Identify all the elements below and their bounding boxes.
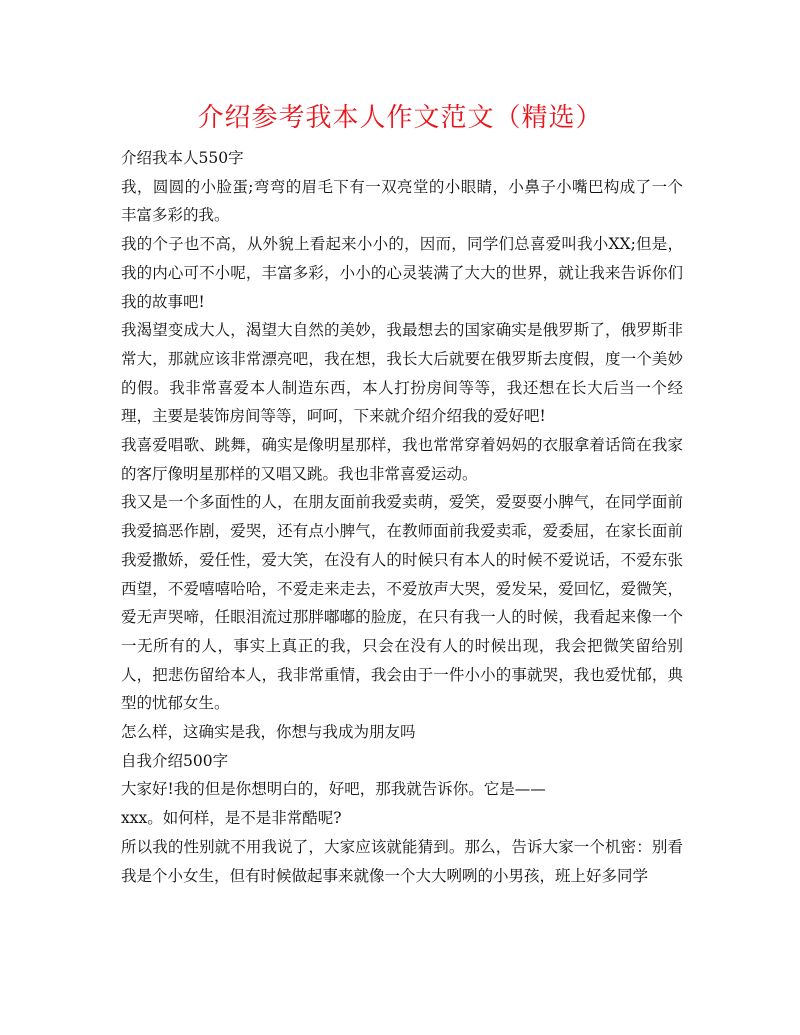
paragraph: 我，圆圆的小脸蛋;弯弯的眉毛下有一双亮堂的小眼睛，小鼻子小嘴巴构成了一个丰富多彩的我。 xyxy=(121,177,683,225)
paragraph: 怎么样，这确实是我，你想与我成为朋友吗 xyxy=(121,723,416,742)
paragraph: 所以我的性别就不用我说了，大家应该就能猜到。那么，告诉大家一个机密：别看我是个小女生，但有时候做起事来就像一个大大咧咧的小男孩，班上好多同学 xyxy=(121,837,683,885)
paragraph: 我的个子也不高，从外貌上看起来小小的，因而，同学们总喜爱叫我小XX;但是，我的内心可不小呢，丰富多彩，小小的心灵装满了大大的世界，就让我来告诉你们我的故事吧! xyxy=(121,235,683,311)
paragraph: 大家好!我的但是你想明白的，好吧，那我就告诉你。它是—— xyxy=(121,780,546,799)
document-title: 介绍参考我本人作文范文（精选） xyxy=(197,103,603,133)
subheading: 介绍我本人550字 xyxy=(121,149,244,167)
paragraph: 我渴望变成大人，渴望大自然的美妙，我最想去的国家确实是俄罗斯了，俄罗斯非常大，那就应该非常漂亮吧，我在想，我长大后就要在俄罗斯去度假，度一个美妙的假。我非常喜爱本人制造东西，本人打扮房间等等，我还想在长大后当一个经理，主要是装饰房间等等，呵呵，下来就介绍介绍我的爱好吧! xyxy=(121,321,683,426)
paragraph: 我喜爱唱歌、跳舞，确实是像明星那样，我也常常穿着妈妈的衣服拿着话筒在我家的客厅像明星那样的又唱又跳。我也非常喜爱运动。 xyxy=(121,436,683,483)
paragraph: 我又是一个多面性的人，在朋友面前我爱卖萌，爱笑，爱耍耍小脾气，在同学面前我爱搞恶作剧，爱哭，还有点小脾气，在教师面前我爱卖乖，爱委屈，在家长面前我爱撒娇，爱任性，爱大笑，在没有人的时候只有本人的时候不爱说话，不爱东张西望，不爱嘻嘻哈哈，不爱走来走去，不爱放声大哭，爱发呆，爱回忆，爱微笑，爱无声哭啼，任眼泪流过那胖嘟嘟的脸庞，在只有我一人的时候，我看起来像一个一无所有的人，事实上真正的我，只会在没有人的时候出现，我会把微笑留给别人，把悲伤留给本人，我非常重情，我会由于一件小小的事就哭，我也爱忧郁，典型的忧郁女生。 xyxy=(121,493,683,713)
subheading: 自我介绍500字 xyxy=(121,751,229,770)
paragraph: xxx。如何样，是不是非常酷呢? xyxy=(121,809,342,828)
document-body xyxy=(121,144,683,890)
